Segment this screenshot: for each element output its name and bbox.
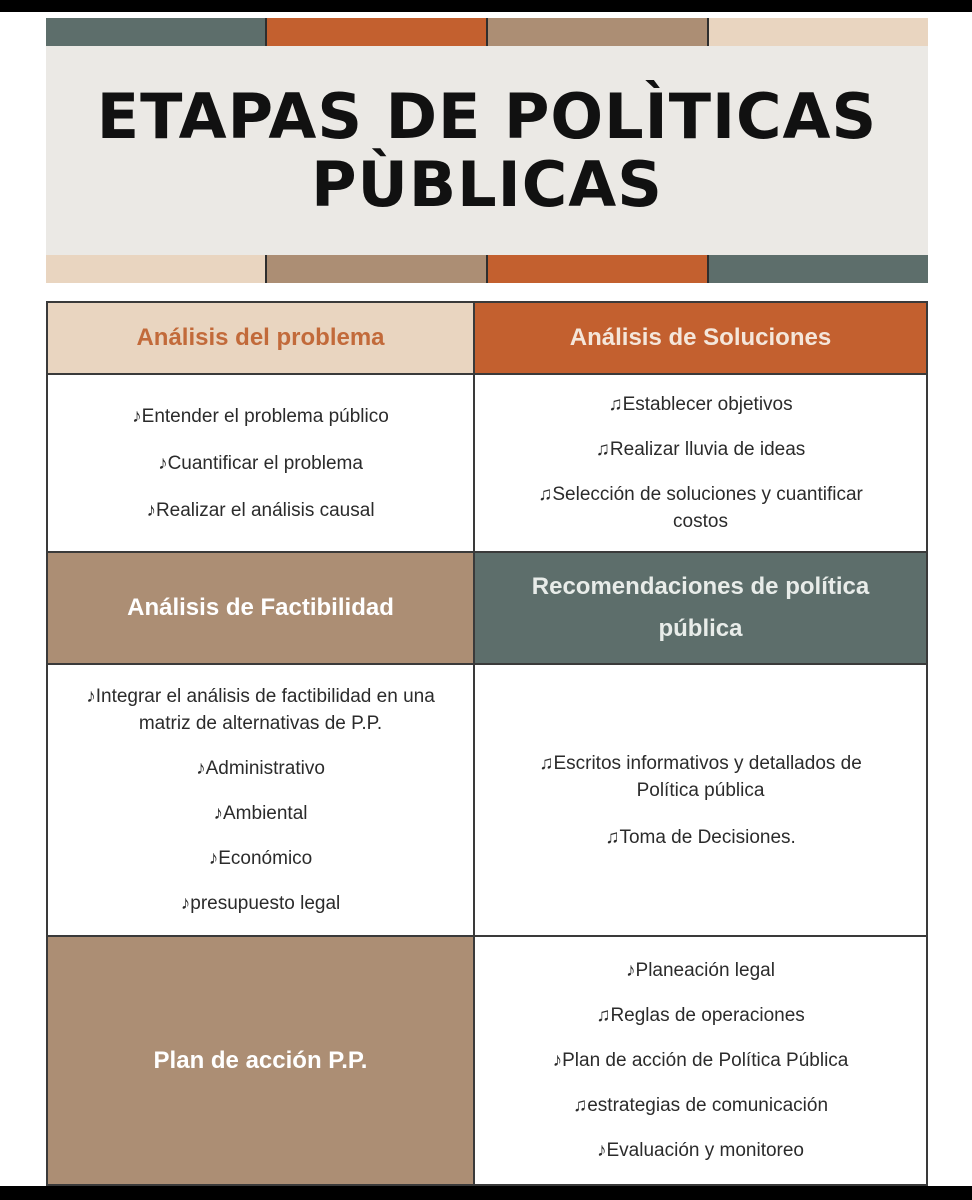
stripe-segment-brown <box>486 18 707 46</box>
title-line-1: ETAPAS DE POLÌTICAS <box>96 79 878 153</box>
list-item: ♫Selección de soluciones y cuantificar costos <box>538 484 863 532</box>
stripe-segment-brown <box>265 255 486 283</box>
list-item: ♪Económico <box>208 848 313 869</box>
stripe-segment-tan <box>707 18 928 46</box>
list-item: ♪Cuantificar el problema <box>158 452 363 474</box>
heading-text: Plan de acción P.P. <box>153 1046 368 1074</box>
list-item: ♪Integrar el análisis de factibilidad en una matriz de alternativas de P.P. <box>86 686 435 734</box>
list-analisis-factibilidad <box>48 665 475 937</box>
top-color-stripe <box>46 18 928 46</box>
stripe-segment-slate <box>46 18 265 46</box>
heading-text: Análisis de Factibilidad <box>127 594 394 621</box>
heading-text: Análisis de Soluciones <box>569 324 832 351</box>
list-analisis-problema <box>48 375 475 553</box>
page-title <box>96 79 878 221</box>
stages-table <box>46 301 928 1186</box>
list-item: ♫Realizar lluvia de ideas <box>595 439 806 460</box>
list-item: ♫Toma de Decisiones. <box>605 826 796 848</box>
list-item: ♪presupuesto legal <box>180 893 341 914</box>
title-panel <box>46 46 928 255</box>
heading-recomendaciones <box>475 553 926 665</box>
stripe-segment-orange <box>486 255 707 283</box>
heading-text: Recomendaciones de política pública <box>531 573 870 642</box>
list-item: ♪Administrativo <box>196 758 325 779</box>
list-item: ♫Escritos informativos y detallados de Política pública <box>539 752 862 801</box>
bottom-black-bar <box>0 1186 972 1200</box>
bottom-color-stripe <box>46 255 928 283</box>
top-black-bar <box>0 0 972 12</box>
list-item: ♪Evaluación y monitoreo <box>597 1140 804 1161</box>
heading-analisis-soluciones <box>475 303 926 375</box>
list-item: ♪Entender el problema público <box>132 405 389 427</box>
heading-text: Análisis del problema <box>136 324 385 351</box>
stripe-segment-tan <box>46 255 265 283</box>
list-recomendaciones <box>475 665 926 937</box>
heading-plan-accion <box>48 937 475 1184</box>
list-item: ♫Establecer objetivos <box>608 394 793 415</box>
list-analisis-soluciones <box>475 375 926 553</box>
list-item: ♪Plan de acción de Política Pública <box>552 1050 849 1071</box>
title-line-2: PÙBLICAS <box>311 147 663 221</box>
list-item: ♫estrategias de comunicación <box>572 1095 829 1116</box>
stripe-segment-orange <box>265 18 486 46</box>
list-item: ♪Planeación legal <box>626 960 775 981</box>
list-item: ♪Realizar el análisis causal <box>146 499 375 521</box>
list-item: ♫Reglas de operaciones <box>596 1005 805 1026</box>
heading-analisis-problema <box>48 303 475 375</box>
heading-analisis-factibilidad <box>48 553 475 665</box>
list-item: ♪Ambiental <box>213 803 308 824</box>
list-plan-accion <box>475 937 926 1184</box>
stripe-segment-slate <box>707 255 928 283</box>
